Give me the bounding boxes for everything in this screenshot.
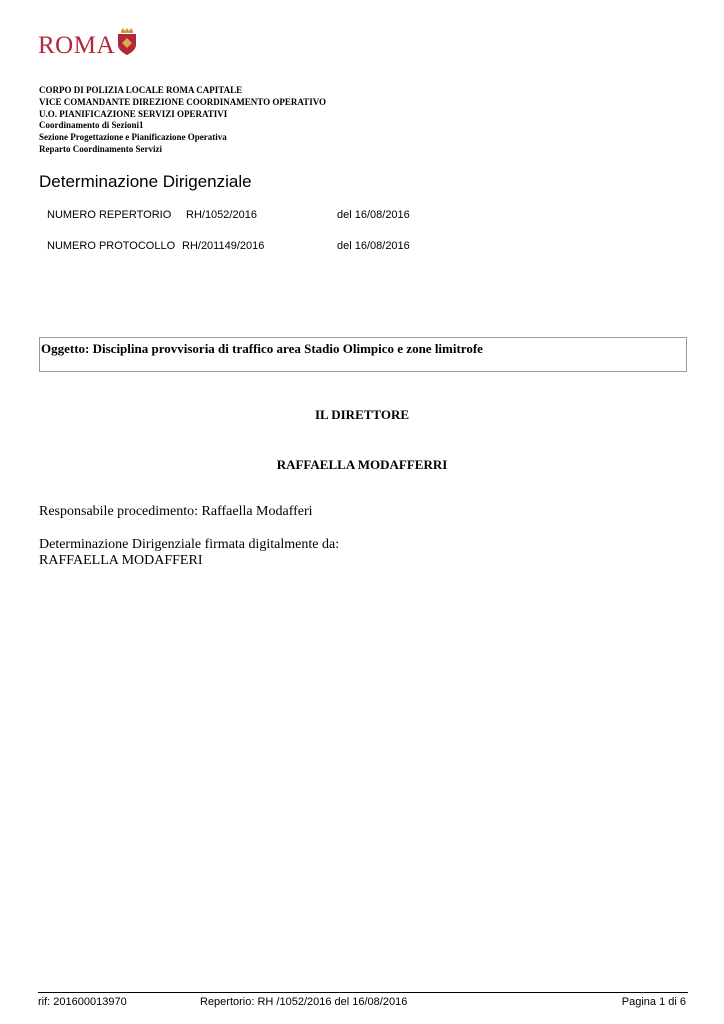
footer-rif: rif: 201600013970 xyxy=(38,996,127,1008)
oggetto-text: Oggetto: Disciplina provvisoria di traffico area Stadio Olimpico e zone limitrofe xyxy=(41,341,483,356)
registry-number: RH/1052/2016 xyxy=(186,209,257,221)
header-line: Reparto Coordinamento Servizi xyxy=(39,143,162,154)
footer-pagina: Pagina 1 di 6 xyxy=(621,996,686,1008)
registry-date: del 16/08/2016 xyxy=(337,240,410,252)
header-line: VICE COMANDANTE DIREZIONE COORDINAMENTO OPERATIVO xyxy=(39,96,327,107)
registry-date: del 16/08/2016 xyxy=(337,209,410,221)
responsabile-text: Responsabile procedimento: Raffaella Modafferi xyxy=(39,504,313,519)
header-line: U.O. PIANIFICAZIONE SERVIZI OPERATIVI xyxy=(39,108,228,119)
oggetto-box xyxy=(39,337,687,372)
header-line: Sezione Progettazione e Pianificazione Operativa xyxy=(39,132,227,143)
director-title: IL DIRETTORE xyxy=(314,407,410,422)
firmata-line: Determinazione Dirigenziale firmata digitalmente da: xyxy=(39,537,340,552)
registry-label: NUMERO PROTOCOLLO xyxy=(47,240,176,252)
registry-row-repertorio xyxy=(47,209,467,223)
director-name: RAFFAELLA MODAFFERRI xyxy=(276,457,448,472)
footer-repertorio: Repertorio: RH /1052/2016 del 16/08/2016 xyxy=(200,996,408,1008)
registry-row-protocollo xyxy=(47,240,467,254)
logo-text: ROMA xyxy=(38,31,116,59)
roma-logo xyxy=(38,28,137,62)
footer-divider xyxy=(38,992,688,993)
firmata-name: RAFFAELLA MODAFFERI xyxy=(39,553,203,568)
header-block xyxy=(39,85,326,156)
registry-number: RH/201149/2016 xyxy=(182,240,265,252)
registry-label: NUMERO REPERTORIO xyxy=(47,209,172,221)
header-line: CORPO DI POLIZIA LOCALE ROMA CAPITALE xyxy=(39,85,243,95)
header-line: Coordinamento di Sezioni1 xyxy=(39,120,144,131)
document-title: Determinazione Dirigenziale xyxy=(39,172,252,191)
roma-shield-icon xyxy=(117,28,137,56)
